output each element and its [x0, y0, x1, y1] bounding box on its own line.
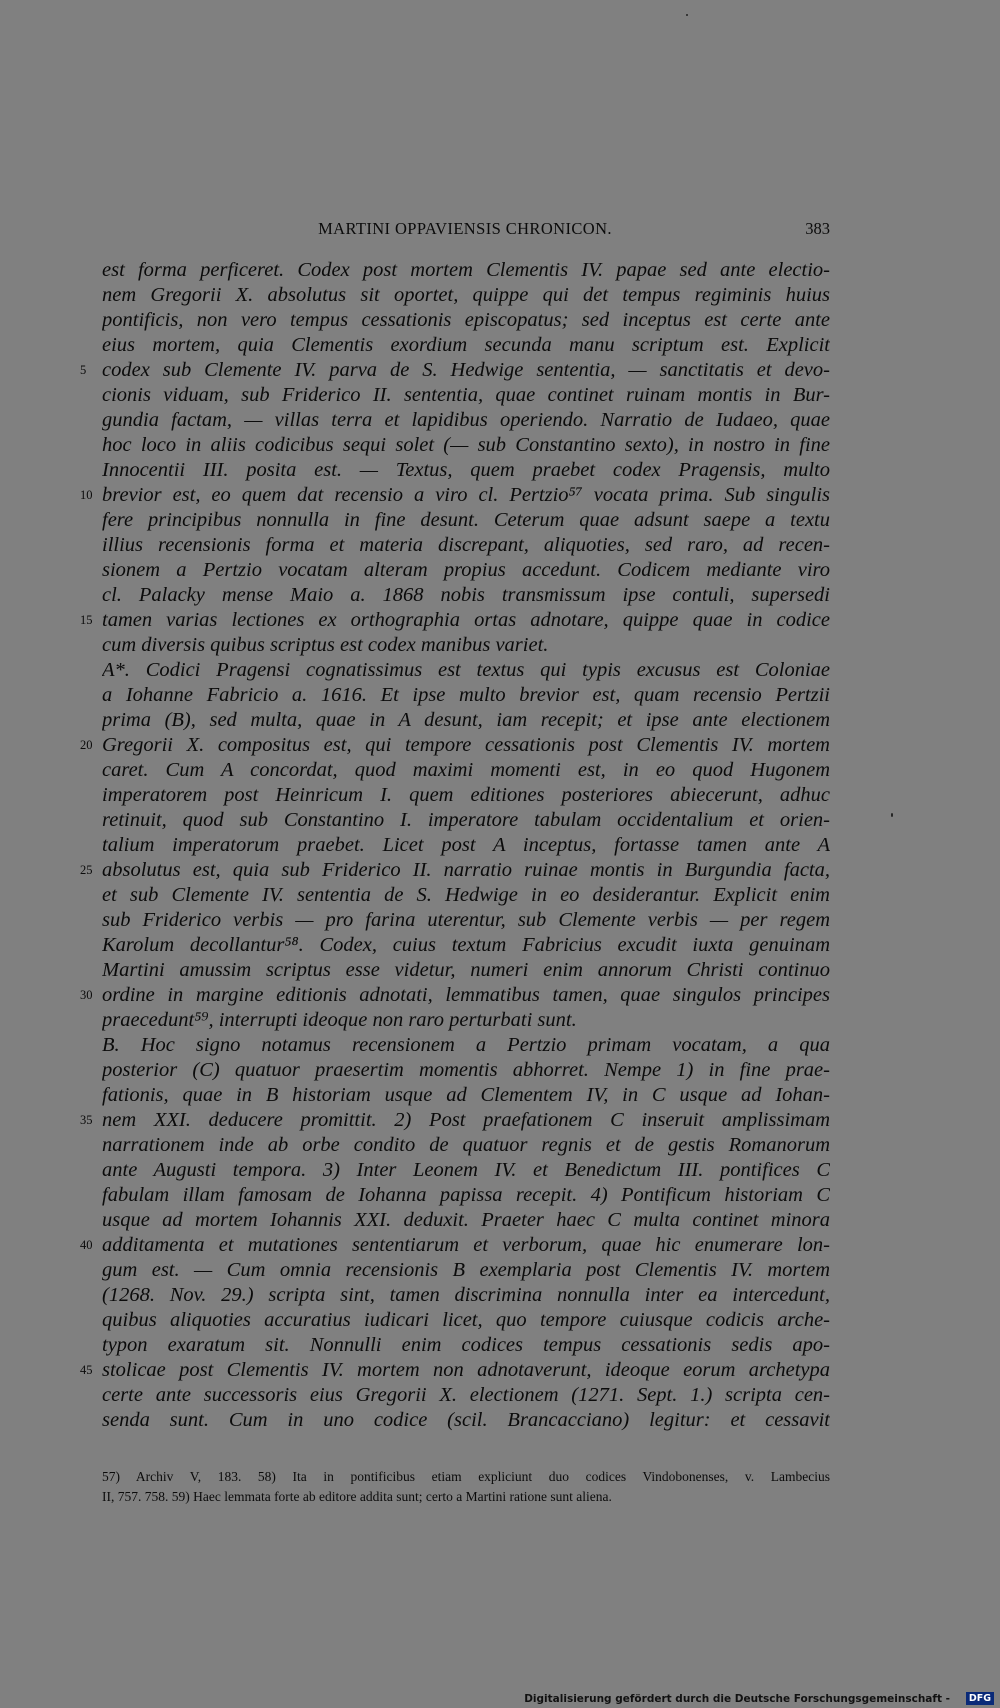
- line-text: usque ad mortem Iohannis XXI. deduxit. Praeter haec C multa continet minora: [102, 1209, 830, 1231]
- text-line: [0, 483, 1000, 508]
- sponsor-credit: Digitalisierung gefördert durch die Deutsche Forschungsgemeinschaft -: [524, 1693, 950, 1705]
- line-text: hoc loco in aliis codicibus sequi solet (— sub Constantino sexto), in nostro in fine: [102, 434, 830, 456]
- line-text: Gregorii X. compositus est, qui tempore cessationis post Clementis IV. mortem: [102, 734, 830, 756]
- text-line: [0, 308, 1000, 333]
- text-line: [0, 1158, 1000, 1183]
- text-line: [0, 658, 1000, 683]
- line-number: 20: [80, 738, 93, 752]
- line-text: imperatorem post Heinricum I. quem editiones posteriores abiecerunt, adhuc: [102, 784, 830, 806]
- line-text: gundia factam, — villas terra et lapidibus operiendo. Narratio de Iudaeo, quae: [102, 409, 830, 431]
- line-text: ordine in margine editionis adnotati, lemmatibus tamen, quae singulos principes: [102, 984, 830, 1006]
- text-line: [0, 1033, 1000, 1058]
- text-line: [0, 333, 1000, 358]
- text-line: [0, 1208, 1000, 1233]
- text-line: [0, 608, 1000, 633]
- line-text: absolutus est, quia sub Friderico II. narratio ruinae montis in Burgundia facta,: [102, 859, 830, 881]
- line-text: brevior est, eo quem dat recensio a viro cl. Pertzio⁵⁷ vocata prima. Sub singulis: [102, 484, 830, 506]
- line-text: codex sub Clemente IV. parva de S. Hedwige sententia, — sanctitatis et devo-: [102, 359, 830, 381]
- line-text: (1268. Nov. 29.) scripta sint, tamen discrimina nonnulla inter ea intercedunt,: [102, 1284, 830, 1306]
- line-number: 40: [80, 1238, 93, 1252]
- text-line: [0, 283, 1000, 308]
- text-line: [0, 583, 1000, 608]
- line-text: eius mortem, quia Clementis exordium secunda manu scriptum est. Explicit: [102, 334, 830, 356]
- text-line: [0, 1308, 1000, 1333]
- text-line: [0, 258, 1000, 283]
- line-text: gum est. — Cum omnia recensionis B exemplaria post Clementis IV. mortem: [102, 1259, 830, 1281]
- text-line: [0, 808, 1000, 833]
- line-text: cionis viduam, sub Friderico II. sententia, quae continet ruinam montis in Bur-: [102, 384, 830, 406]
- text-line: [0, 958, 1000, 983]
- footnote-line: 57) Archiv V, 183. 58) Ita in pontificibus etiam expliciunt duo codices Vindobonenses, v. Lambecius: [102, 1469, 830, 1484]
- line-text: B. Hoc signo notamus recensionem a Pertzio primam vocatam, a qua: [102, 1034, 830, 1056]
- line-text: senda sunt. Cum in uno codice (scil. Brancacciano) legitur: et cessavit: [102, 1409, 830, 1431]
- scan-speck: [686, 14, 688, 16]
- line-text: cl. Palacky mense Maio a. 1868 nobis transmissum ipse contuli, supersedi: [102, 584, 830, 606]
- text-line: [0, 1258, 1000, 1283]
- running-title: MARTINI OPPAVIENSIS CHRONICON.: [318, 219, 612, 238]
- page-number: 383: [805, 219, 830, 238]
- line-text: certe ante successoris eius Gregorii X. electionem (1271. Sept. 1.) scripta cen-: [102, 1384, 830, 1406]
- line-text: cum diversis quibus scriptus est codex manibus variet.: [102, 634, 549, 656]
- line-text: Martini amussim scriptus esse videtur, numeri enim annorum Christi continuo: [102, 959, 830, 981]
- text-line: [0, 933, 1000, 958]
- text-line: [0, 533, 1000, 558]
- line-text: caret. Cum A concordat, quod maximi momenti est, in eo quod Hugonem: [102, 759, 830, 781]
- line-text: stolicae post Clementis IV. mortem non adnotaverunt, ideoque eorum archetypa: [102, 1359, 830, 1381]
- text-line: [0, 833, 1000, 858]
- line-text: A*. Codici Pragensi cognatissimus est textus qui typis excusus est Coloniae: [102, 659, 830, 681]
- text-line: [0, 1058, 1000, 1083]
- text-line: [0, 1358, 1000, 1383]
- text-line: [0, 508, 1000, 533]
- text-line: [0, 1133, 1000, 1158]
- text-line: [0, 858, 1000, 883]
- line-text: tamen varias lectiones ex orthographia ortas adnotare, quippe quae in codice: [102, 609, 830, 631]
- line-text: quibus aliquoties accuratius iudicari licet, quo tempore cuiusque codicis arche-: [102, 1309, 830, 1331]
- text-line: [0, 633, 1000, 658]
- body-text: [0, 258, 1000, 1433]
- text-line: [0, 708, 1000, 733]
- text-line: [0, 908, 1000, 933]
- line-number: 10: [80, 488, 93, 502]
- text-line: [0, 1008, 1000, 1033]
- page-header: [100, 219, 830, 245]
- line-text: talium imperatorum praebet. Licet post A inceptus, fortasse tamen ante A: [102, 834, 830, 856]
- text-line: [0, 1383, 1000, 1408]
- line-text: prima (B), sed multa, quae in A desunt, iam recepit; et ipse ante electionem: [102, 709, 830, 731]
- text-line: [0, 1333, 1000, 1358]
- line-text: a Iohanne Fabricio a. 1616. Et ipse multo brevior est, quam recensio Pertzii: [102, 684, 830, 706]
- text-line: [0, 1183, 1000, 1208]
- text-line: [0, 758, 1000, 783]
- line-text: retinuit, quod sub Constantino I. imperatore tabulam occidentalium et orien-: [102, 809, 830, 831]
- line-text: Innocentii III. posita est. — Textus, quem praebet codex Pragensis, multo: [102, 459, 830, 481]
- line-text: additamenta et mutationes sententiarum et verborum, quae hic enumerare lon-: [102, 1234, 830, 1256]
- line-text: pontificis, non vero tempus cessationis episcopatus; sed inceptus est certe ante: [102, 309, 830, 331]
- line-text: fationis, quae in B historiam usque ad Clementem IV, in C usque ad Iohan-: [102, 1084, 830, 1106]
- line-text: praecedunt⁵⁹, interrupti ideoque non raro perturbati sunt.: [102, 1009, 577, 1031]
- text-line: [0, 1233, 1000, 1258]
- line-text: fabulam illam famosam de Iohanna papissa recepit. 4) Pontificum historiam C: [102, 1184, 830, 1206]
- line-text: typon exaratum sit. Nonnulli enim codices tempus cessationis sedis apo-: [102, 1334, 830, 1356]
- text-line: [0, 408, 1000, 433]
- scan-speck: [891, 813, 893, 817]
- line-text: nem Gregorii X. absolutus sit oportet, quippe qui det tempus regiminis huius: [102, 284, 830, 306]
- text-line: [0, 433, 1000, 458]
- text-line: [0, 1083, 1000, 1108]
- text-line: [0, 783, 1000, 808]
- text-line: [0, 733, 1000, 758]
- line-text: Karolum decollantur⁵⁸. Codex, cuius textum Fabricius excudit iuxta genuinam: [102, 934, 830, 956]
- line-text: illius recensionis forma et materia discrepant, aliquoties, sed raro, ad recen-: [102, 534, 830, 556]
- text-line: [0, 558, 1000, 583]
- line-number: 30: [80, 988, 93, 1002]
- text-line: [0, 1108, 1000, 1133]
- text-line: [0, 683, 1000, 708]
- line-number: 35: [80, 1113, 93, 1127]
- line-text: sionem a Pertzio vocatam alteram propius accedunt. Codicem mediante viro: [102, 559, 830, 581]
- line-number: 5: [80, 363, 87, 377]
- line-text: fere principibus nonnulla in fine desunt. Ceterum quae adsunt saepe a textu: [102, 509, 830, 531]
- dfg-logo: DFG: [966, 1692, 994, 1705]
- text-line: [0, 383, 1000, 408]
- line-text: et sub Clemente IV. sententia de S. Hedwige in eo desiderantur. Explicit enim: [102, 884, 830, 906]
- line-text: posterior (C) quatuor praesertim momentis abhorret. Nempe 1) in fine prae-: [102, 1059, 830, 1081]
- line-text: est forma perficeret. Codex post mortem Clementis IV. papae sed ante electio-: [102, 259, 830, 281]
- text-line: [0, 983, 1000, 1008]
- text-line: [0, 1283, 1000, 1308]
- text-line: [0, 883, 1000, 908]
- footnotes: [102, 1467, 830, 1507]
- line-text: sub Friderico verbis — pro farina uterentur, sub Clemente verbis — per regem: [102, 909, 830, 931]
- line-number: 25: [80, 863, 93, 877]
- line-number: 45: [80, 1363, 93, 1377]
- text-line: [0, 1408, 1000, 1433]
- text-line: [0, 458, 1000, 483]
- footnote-line: II, 757. 758. 59) Haec lemmata forte ab editore addita sunt; certo a Martini ratione sunt aliena.: [102, 1489, 612, 1504]
- line-number: 15: [80, 613, 93, 627]
- line-text: ante Augusti tempora. 3) Inter Leonem IV. et Benedictum III. pontifices C: [102, 1159, 830, 1181]
- text-line: [0, 358, 1000, 383]
- line-text: narrationem inde ab orbe condito de quatuor regnis et de gestis Romanorum: [102, 1134, 830, 1156]
- line-text: nem XXI. deducere promittit. 2) Post praefationem C inseruit amplissimam: [102, 1109, 830, 1131]
